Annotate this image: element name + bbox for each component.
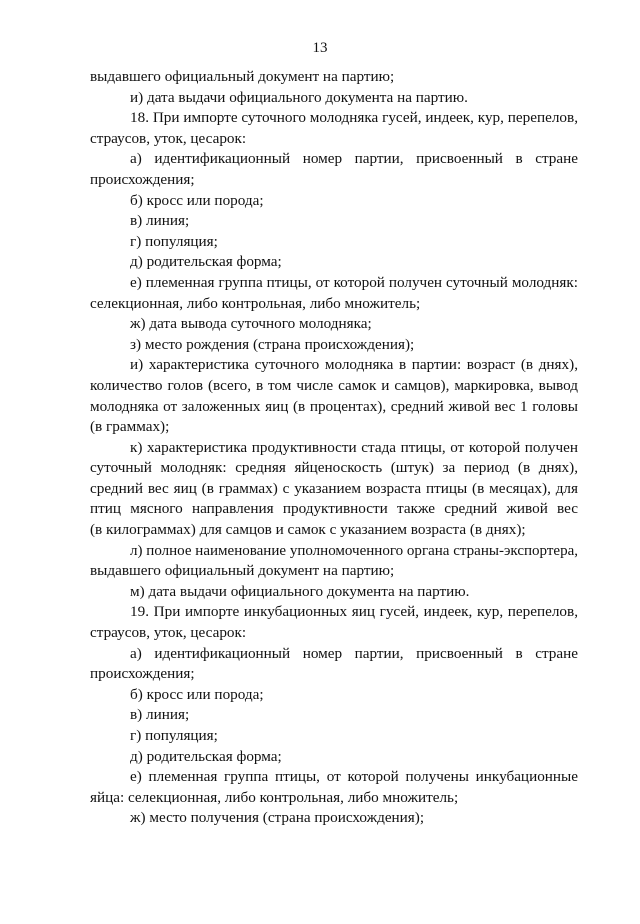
text-line: д) родительская форма; [130,253,282,271]
text-line: происхождения; [90,665,195,683]
text-line: в) линия; [130,706,190,724]
text-line: и) характеристика суточного молодняка в партии: возраст (в днях), [130,356,578,374]
text-line: в) линия; [130,212,190,230]
text-line: и) дата выдачи официального документа на партию. [130,88,468,106]
text-line: е) племенная группа птицы, от которой получены инкубационные [130,768,578,786]
page-number: 13 [312,40,328,56]
text-line: 18. При импорте суточного молодняка гусей, индеек, кур, перепелов, [130,109,578,127]
text-line: б) кросс или порода; [130,191,264,209]
text-line: б) кросс или порода; [130,685,264,703]
text-line: суточный молодняк: средняя яйценоскость (штук) за период (в днях), [90,459,578,477]
text-line: з) место рождения (страна происхождения); [130,335,415,353]
text-line: м) дата выдачи официального документа на партию. [130,582,470,600]
text-line: л) полное наименование уполномоченного органа страны-экспортера, [130,542,578,559]
text-line: яйца: селекционная, либо контрольная, либо множитель; [90,788,459,806]
text-line: птиц мясного направления продуктивности также средний живой вес [90,500,578,518]
text-line: г) популяция; [130,727,218,744]
document-body [90,67,578,829]
text-line: а) идентификационный номер партии, присвоенный в стране [130,150,578,168]
text-line: (в килограммах) для самцов и самок с указанием возраста (в днях); [90,521,526,539]
text-line: молодняка от заложенных яиц (в процентах), средний живой вес 1 головы [90,397,578,415]
text-line: выдавшего официальный документ на партию; [90,68,395,85]
text-line: д) родительская форма; [130,747,282,765]
text-line: страусов, уток, цесарок: [90,624,247,642]
text-line: селекционная, либо контрольная, либо множитель; [90,294,421,312]
text-line: ж) место получения (страна происхождения); [130,809,425,827]
text-line: выдавшего официальный документ на партию; [90,562,395,580]
text-line: а) идентификационный номер партии, присвоенный в стране [130,644,578,662]
text-line: количество голов (всего, в том числе самок и самцов), маркировка, вывод [90,376,578,394]
text-line: ж) дата вывода суточного молодняка; [130,315,372,333]
text-line: средний вес яиц (в граммах) с указанием возраста птицы (в месяцах), для [90,479,578,497]
text-line: к) характеристика продуктивности стада птицы, от которой получен [130,438,578,456]
text-line: г) популяция; [130,232,218,250]
text-line: страусов, уток, цесарок: [90,129,247,147]
text-line: 19. При импорте инкубационных яиц гусей, индеек, кур, перепелов, [130,603,578,621]
text-line: происхождения; [90,170,195,188]
text-line: е) племенная группа птицы, от которой получен суточный молодняк: [130,273,578,291]
text-line: (в граммах); [90,418,170,436]
